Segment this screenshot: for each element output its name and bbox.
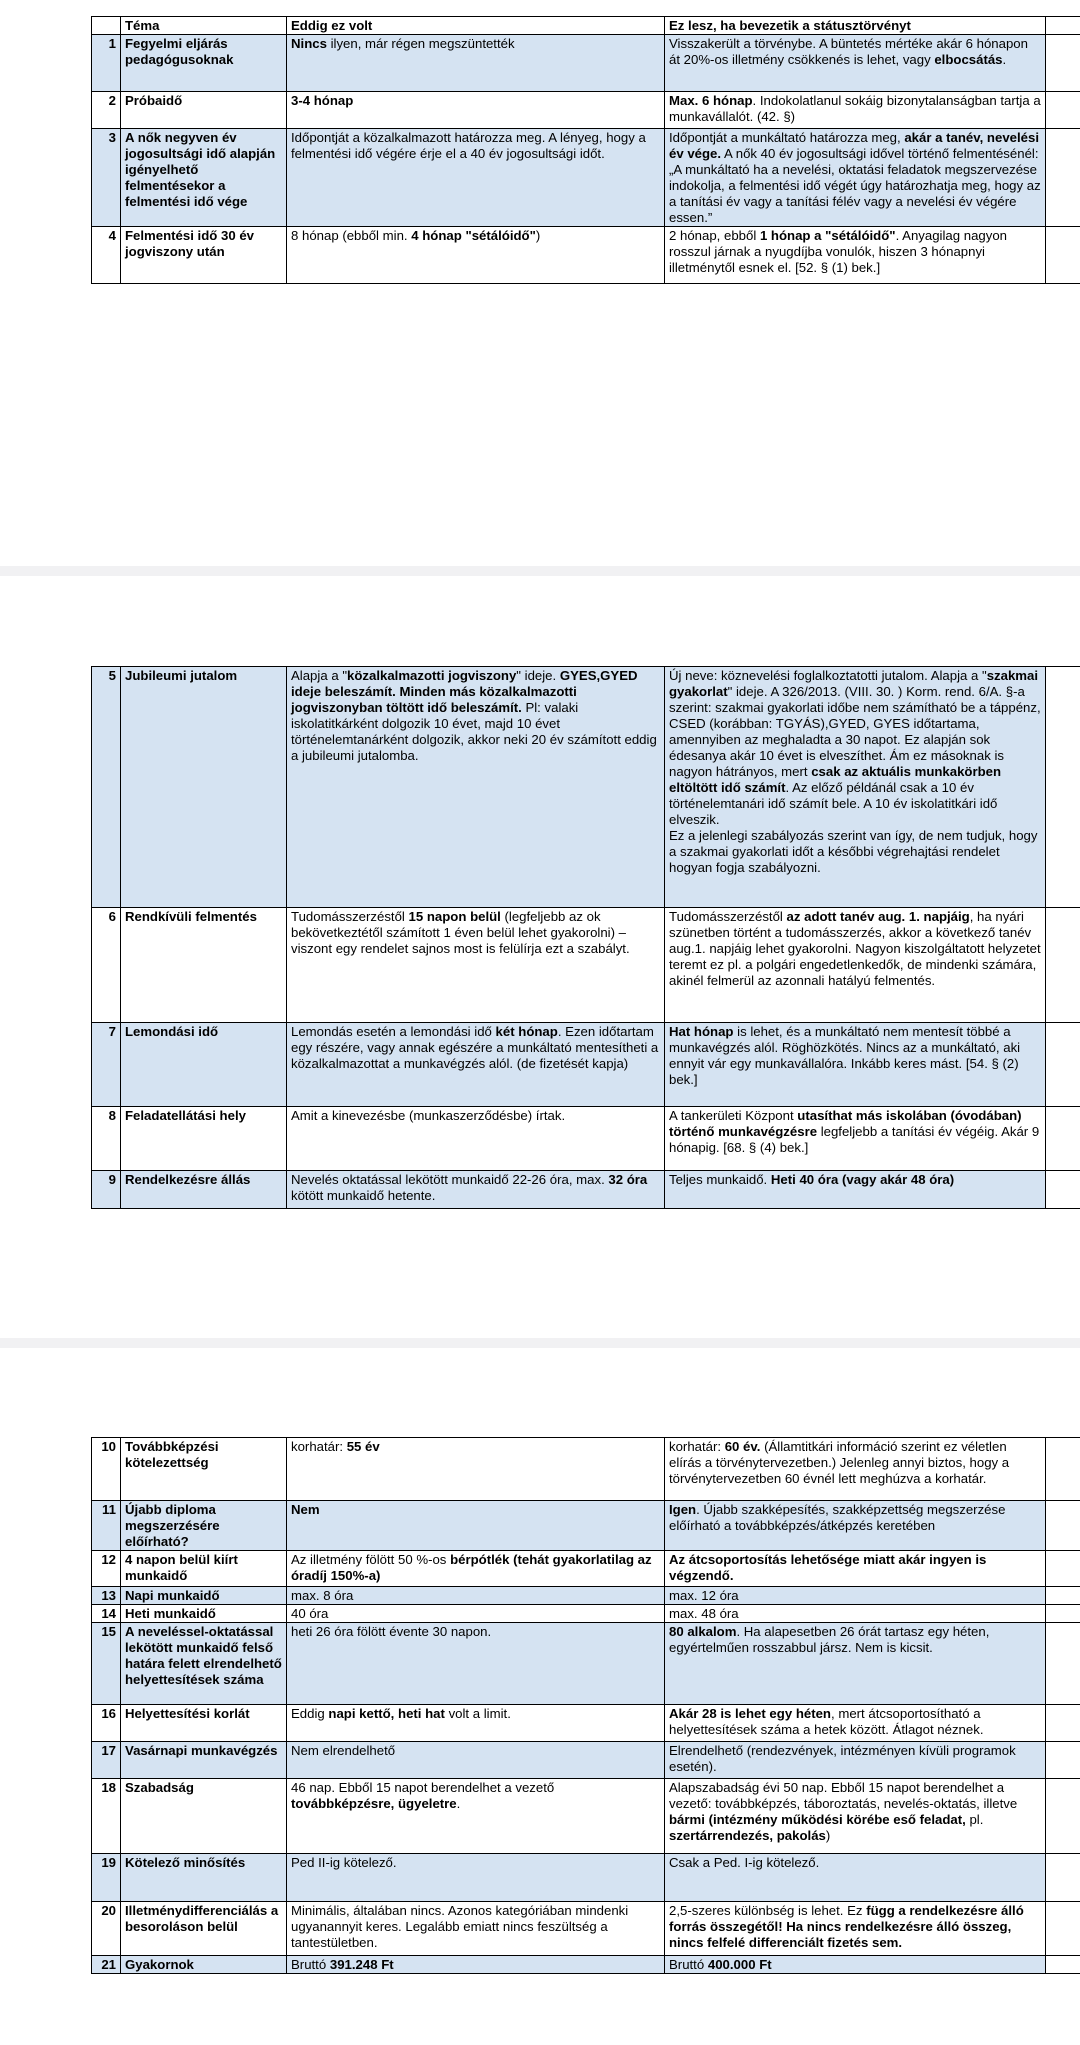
row-lesz: 80 alkalom. Ha alapesetben 26 órát tartasz egy héten, egyértelműen rosszabbul jársz. Nem is kicsit. <box>665 1623 1046 1705</box>
row-number: 20 <box>92 1902 121 1956</box>
table-row <box>92 129 1080 227</box>
comparison-table-part-3 <box>91 1437 1080 1974</box>
table-row <box>92 1742 1080 1779</box>
row-eddig: Nevelés oktatással lekötött munkaidő 22-26 óra, max. 32 óra kötött munkaidő hetente. <box>287 1171 665 1209</box>
row-tema: Napi munkaidő <box>121 1587 287 1605</box>
row-lesz: 2,5-szeres különbség is lehet. Ez függ a rendelkezésre álló forrás összegétől! Ha nincs rendelkezésre álló összeg, nincs felfelé differenciált fizetés sem. <box>665 1902 1046 1956</box>
document-page-2 <box>0 576 1080 1338</box>
row-eddig: 8 hónap (ebből min. 4 hónap "sétálóidő") <box>287 227 665 284</box>
row-tema: Rendkívüli felmentés <box>121 908 287 1023</box>
table-row <box>92 1902 1080 1956</box>
row-number: 21 <box>92 1956 121 1974</box>
row-eddig: Ped II-ig kötelező. <box>287 1854 665 1902</box>
row-tema: A neveléssel-oktatással lekötött munkaidő felső határa felett elrendelhető helyettesítések száma <box>121 1623 287 1705</box>
header-tema: Téma <box>121 17 287 35</box>
row-lesz: Elrendelhető (rendezvények, intézményen kívüli programok esetén). <box>665 1742 1046 1779</box>
row-lesz: Bruttó 400.000 Ft <box>665 1956 1046 1974</box>
table-row <box>92 1956 1080 1974</box>
row-tema: Vasárnapi munkavégzés <box>121 1742 287 1779</box>
row-eddig: Lemondás esetén a lemondási idő két hónap. Ezen időtartam egy részére, vagy annak egészére a munkáltató mentesítheti a közalkalmazottat a munkavégzés alól. (de fizetését kapja) <box>287 1023 665 1107</box>
table-row <box>92 1438 1080 1501</box>
row-lesz: A tankerületi Központ utasíthat más iskolában (óvodában) történő munkavégzésre legfeljebb a tanítási év végéig. Akár 9 hónapig. [68. § (4) bek.] <box>665 1107 1046 1171</box>
table-row <box>92 1605 1080 1623</box>
row-tema: Feladatellátási hely <box>121 1107 287 1171</box>
row-number: 7 <box>92 1023 121 1107</box>
table-row <box>92 1551 1080 1587</box>
row-lesz: Tudomásszerzéstől az adott tanév aug. 1. napjáig, ha nyári szünetben történt a tudomásszerzés, akkor a következő tanév aug.1. napjáig lehet gyakorolni. Nagyon kiszolgáltatott helyzetet teremt ez pl. a polgári engedetlenkedők, de mindenki számára, akinél felmerül az azonnali hatályú felmentés. <box>665 908 1046 1023</box>
row-lesz: Alapszabadság évi 50 nap. Ebből 15 napot berendelhet a vezető: továbbképzés, táboroztatás, nevelés-oktatás, illetve bármi (intézmény működési körébe eső feladat, pl. szertárrendezés, pakolás) <box>665 1779 1046 1854</box>
row-eddig: max. 8 óra <box>287 1587 665 1605</box>
row-number: 4 <box>92 227 121 284</box>
header-eddig: Eddig ez volt <box>287 17 665 35</box>
page-separator <box>0 566 1080 576</box>
row-number: 17 <box>92 1742 121 1779</box>
header-ez-lesz: Ez lesz, ha bevezetik a státusztörvényt <box>665 17 1046 35</box>
table-row <box>92 227 1080 284</box>
table-row <box>92 92 1080 129</box>
row-lesz: Az átcsoportosítás lehetősége miatt akár ingyen is végzendő. <box>665 1551 1046 1587</box>
row-number: 5 <box>92 667 121 908</box>
row-eddig: Minimális, általában nincs. Azonos kategóriában mindenki ugyanannyit keres. Legalább emiatt nincs feszültség a tantestületben. <box>287 1902 665 1956</box>
row-eddig: Bruttó 391.248 Ft <box>287 1956 665 1974</box>
row-number: 14 <box>92 1605 121 1623</box>
row-tema: Újabb diploma megszerzésére előírható? <box>121 1501 287 1551</box>
row-eddig: Tudomásszerzéstől 15 napon belül (legfeljebb az ok bekövetkeztétől számított 1 éven belül lehet gyakorolni) – viszont egy rendelet sajnos most is felülírja ezt a szabályt. <box>287 908 665 1023</box>
row-number: 15 <box>92 1623 121 1705</box>
row-tema: Lemondási idő <box>121 1023 287 1107</box>
row-lesz: Időpontját a munkáltató határozza meg, akár a tanév, nevelési év vége. A nők 40 év jogosultsági idővel történő felmentésénél: „A munkáltató ha a nevelési, oktatási feladatok megszervezése indokolja, a felmentési idő végét úgy határozhatja meg, hogy az a tanítási év vagy a tanítási félév vagy a nevelési év végére essen.” <box>665 129 1046 227</box>
row-number: 8 <box>92 1107 121 1171</box>
table-row <box>92 1623 1080 1705</box>
document-page-3 <box>0 1348 1080 2045</box>
comparison-table-part-2 <box>91 666 1080 1209</box>
row-eddig: heti 26 óra fölött évente 30 napon. <box>287 1623 665 1705</box>
header-num-cell <box>92 17 121 35</box>
table-row <box>92 1023 1080 1107</box>
row-tema: 4 napon belül kiírt munkaidő <box>121 1551 287 1587</box>
row-tema: Gyakornok <box>121 1956 287 1974</box>
row-tema: Kötelező minősítés <box>121 1854 287 1902</box>
row-tema: A nők negyven év jogosultsági idő alapján igényelhető felmentésekor a felmentési idő vége <box>121 129 287 227</box>
table-header-row <box>92 17 1080 35</box>
row-eddig: 46 nap. Ebből 15 napot berendelhet a vezető továbbképzésre, ügyeletre. <box>287 1779 665 1854</box>
row-eddig: 40 óra <box>287 1605 665 1623</box>
row-eddig: Eddig napi kettő, heti hat volt a limit. <box>287 1705 665 1742</box>
row-tema: Heti munkaidő <box>121 1605 287 1623</box>
row-number: 11 <box>92 1501 121 1551</box>
table-row <box>92 667 1080 908</box>
row-tema: Jubileumi jutalom <box>121 667 287 908</box>
row-tema: Próbaidő <box>121 92 287 129</box>
row-eddig: 3-4 hónap <box>287 92 665 129</box>
row-eddig: Amit a kinevezésbe (munkaszerződésbe) írtak. <box>287 1107 665 1171</box>
row-lesz: Igen. Újabb szakképesítés, szakképzettség megszerzése előírható a továbbképzés/átképzés keretében <box>665 1501 1046 1551</box>
row-number: 16 <box>92 1705 121 1742</box>
row-eddig: Nem <box>287 1501 665 1551</box>
row-number: 18 <box>92 1779 121 1854</box>
row-lesz: korhatár: 60 év. (Államtitkári információ szerint ez véletlen elírás a törvénytervezetben.) Jelenleg annyi biztos, hogy a törvénytervezetben 60 évnél lett meghúzva a korhatár. <box>665 1438 1046 1501</box>
row-number: 13 <box>92 1587 121 1605</box>
table-row <box>92 1705 1080 1742</box>
row-number: 12 <box>92 1551 121 1587</box>
table-row <box>92 35 1080 92</box>
row-number: 6 <box>92 908 121 1023</box>
row-lesz: Max. 6 hónap. Indokolatlanul sokáig bizonytalanságban tartja a munkavállalót. (42. §) <box>665 92 1046 129</box>
table-row <box>92 1779 1080 1854</box>
row-tema: Továbbképzési kötelezettség <box>121 1438 287 1501</box>
row-number: 10 <box>92 1438 121 1501</box>
row-lesz: Teljes munkaidő. Heti 40 óra (vagy akár 48 óra) <box>665 1171 1046 1209</box>
row-lesz: Akár 28 is lehet egy héten, mert átcsoportosítható a helyettesítések száma a hetek között. Átlagot néznek. <box>665 1705 1046 1742</box>
row-number: 2 <box>92 92 121 129</box>
row-lesz: Új neve: köznevelési foglalkoztatotti jutalom. Alapja a "szakmai gyakorlat" ideje. A 326/2013. (VIII. 30. ) Korm. rend. 6/A. §-a szerint: szakmai gyakorlati időbe nem számítható be a táppénz, CSED (korábban: TGYÁS),GYED, GYES időtartama, amennyiben az meghaladta a 30 napot. Ez alapján sok édesanya akár 10 évet is elveszíthet. Ám ez másoknak is nagyon hátrányos, mert csak az aktuális munkakörben eltöltött idő számít. Az előző példánál csak a 10 év történelemtanári idő számít bele. A 10 év iskolatitkári idő elveszik. Ez a jelenlegi szabályozás szerint van így, de nem tudjuk, hogy a szakmai gyakorlati időt a későbbi végrehajtási rendelet hogyan fogja szabályozni. <box>665 667 1046 908</box>
row-lesz: Csak a Ped. I-ig kötelező. <box>665 1854 1046 1902</box>
table-row <box>92 1854 1080 1902</box>
row-tema: Fegyelmi eljárás pedagógusoknak <box>121 35 287 92</box>
row-eddig: Az illetmény fölött 50 %-os bérpótlék (tehát gyakorlatilag az óradíj 150%-a) <box>287 1551 665 1587</box>
row-eddig: Időpontját a közalkalmazott határozza meg. A lényeg, hogy a felmentési idő végére érje el a 40 év jogosultsági időt. <box>287 129 665 227</box>
row-number: 1 <box>92 35 121 92</box>
table-row <box>92 1587 1080 1605</box>
table-row <box>92 1171 1080 1209</box>
table-row <box>92 1107 1080 1171</box>
row-eddig: Nincs ilyen, már régen megszüntették <box>287 35 665 92</box>
row-tema: Illetménydifferenciálás a besoroláson belül <box>121 1902 287 1956</box>
row-tema: Helyettesítési korlát <box>121 1705 287 1742</box>
table-row <box>92 908 1080 1023</box>
row-tema: Felmentési idő 30 év jogviszony után <box>121 227 287 284</box>
row-lesz: 2 hónap, ebből 1 hónap a "sétálóidő". Anyagilag nagyon rosszul járnak a nyugdíjba vonulók, hiszen 3 hónapnyi illetménytől esnek el. [52. § (1) bek.] <box>665 227 1046 284</box>
table-row <box>92 1501 1080 1551</box>
row-tema: Rendelkezésre állás <box>121 1171 287 1209</box>
comparison-table-part-1 <box>91 16 1080 284</box>
row-eddig: Alapja a "közalkalmazotti jogviszony" ideje. GYES,GYED ideje beleszámít. Minden más közalkalmazotti jogviszonyban töltött idő beleszámít. Pl: valaki iskolatitkárként dolgozik 10 évet, majd 10 évet történelemtanárként dolgozik, akkor neki 20 év számított eddig a jubileumi jutalomba. <box>287 667 665 908</box>
row-lesz: Visszakerült a törvénybe. A büntetés mértéke akár 6 hónapon át 20%-os illetmény csökkenés is lehet, vagy elbocsátás. <box>665 35 1046 92</box>
document-page-1 <box>0 0 1080 572</box>
row-number: 19 <box>92 1854 121 1902</box>
row-lesz: Hat hónap is lehet, és a munkáltató nem mentesít többé a munkavégzés alól. Röghözkötés. Nincs az a munkáltató, aki ennyit vár egy munkavállalóra. Inkább keres mást. [54. § (2) bek.] <box>665 1023 1046 1107</box>
row-number: 9 <box>92 1171 121 1209</box>
row-number: 3 <box>92 129 121 227</box>
page-separator <box>0 1338 1080 1348</box>
row-lesz: max. 12 óra <box>665 1587 1046 1605</box>
row-lesz: max. 48 óra <box>665 1605 1046 1623</box>
row-eddig: korhatár: 55 év <box>287 1438 665 1501</box>
row-tema: Szabadság <box>121 1779 287 1854</box>
row-eddig: Nem elrendelhető <box>287 1742 665 1779</box>
